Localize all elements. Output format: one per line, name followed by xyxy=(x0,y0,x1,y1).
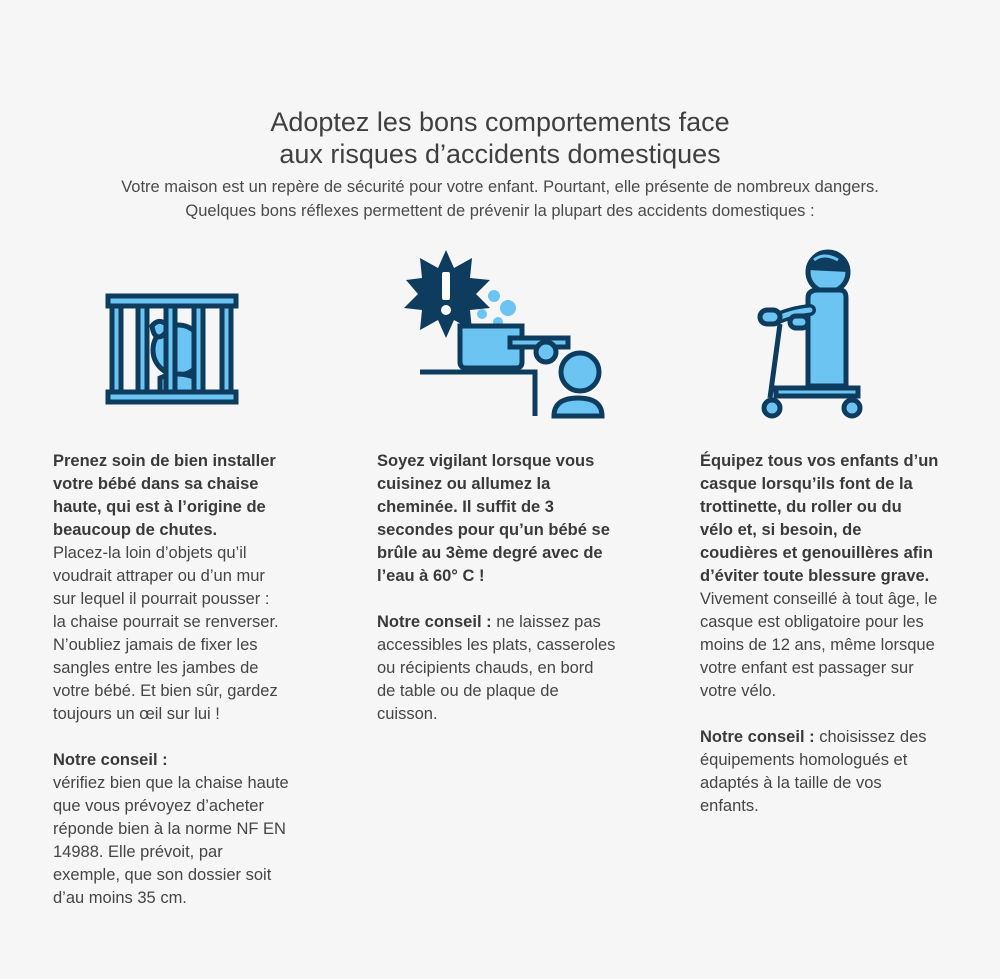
advice-line: vérifiez bien que la chaise haute xyxy=(53,774,289,792)
advice-line: réponde bien à la norme NF EN xyxy=(53,820,286,838)
column-advice xyxy=(53,749,328,910)
advice-line: adaptés à la taille de vos xyxy=(700,774,882,792)
headline-line: Prenez soin de bien installer xyxy=(53,452,276,470)
headline-line: votre bébé dans sa chaise xyxy=(53,475,259,493)
headline-line: Soyez vigilant lorsque vous xyxy=(377,452,595,470)
column-advice xyxy=(700,726,965,818)
advice-label: Notre conseil : xyxy=(700,728,815,746)
headline-line: trottinette, du roller ou du xyxy=(700,498,902,516)
headline-line: cheminée. Il suffit de 3 xyxy=(377,498,554,516)
column-headline xyxy=(53,450,328,542)
headline-line: brûle au 3ème degré avec de xyxy=(377,544,603,562)
advice-line: ne laissez pas xyxy=(491,613,601,631)
headline-line: cuisinez ou allumez la xyxy=(377,475,551,493)
intro-text xyxy=(0,175,1000,223)
intro-line: Quelques bons réflexes permettent de prévenir la plupart des accidents domestiques : xyxy=(185,202,815,220)
headline-line: d’éviter toute blessure grave. xyxy=(700,567,930,585)
headline-line: beaucoup de chutes. xyxy=(53,521,218,539)
body-line: casque est obligatoire pour les xyxy=(700,613,924,631)
intro-line: Votre maison est un repère de sécurité pour votre enfant. Pourtant, elle présente de nombreux dangers. xyxy=(121,178,879,196)
headline-line: coudières et genouillères afin xyxy=(700,544,933,562)
advice-line: exemple, que son dossier soit xyxy=(53,866,272,884)
body-line: votre vélo. xyxy=(700,682,777,700)
advice-line: que vous prévoyez d’acheter xyxy=(53,797,264,815)
body-line: sur lequel il pourrait pousser : xyxy=(53,590,270,608)
body-line: votre enfant est passager sur xyxy=(700,659,914,677)
advice-column-high-chair xyxy=(53,450,328,933)
advice-line: d’au moins 35 cm. xyxy=(53,889,187,907)
column-headline xyxy=(700,450,965,588)
body-line: sangles entre les jambes de xyxy=(53,659,259,677)
body-line: la chaise pourrait se renverser. xyxy=(53,613,279,631)
headline-line: l’eau à 60° C ! xyxy=(377,567,485,585)
advice-column-kitchen xyxy=(377,450,642,749)
advice-line: accessibles les plats, casseroles xyxy=(377,636,616,654)
hot-pot-icon xyxy=(402,246,612,421)
body-line: toujours un œil sur lui ! xyxy=(53,705,220,723)
headline-line: haute, qui est à l’origine de xyxy=(53,498,266,516)
advice-line: 14988. Elle prévoit, par xyxy=(53,843,223,861)
column-intro xyxy=(377,450,642,588)
scooter-child-icon xyxy=(754,248,869,423)
advice-line: cuisson. xyxy=(377,705,438,723)
column-headline xyxy=(377,450,642,588)
page-title xyxy=(0,106,1000,170)
advice-line: ou récipients chauds, en bord xyxy=(377,659,594,677)
advice-line: de table ou de plaque de xyxy=(377,682,559,700)
advice-line: équipements homologués et xyxy=(700,751,908,769)
advice-line: choisissez des xyxy=(814,728,927,746)
title-line: Adoptez les bons comportements face xyxy=(270,107,730,138)
body-line: Vivement conseillé à tout âge, le xyxy=(700,590,938,608)
crib-icon xyxy=(104,290,240,408)
headline-line: casque lorsqu’ils font de la xyxy=(700,475,913,493)
column-intro xyxy=(53,450,328,726)
headline-line: vélo et, si besoin, de xyxy=(700,521,862,539)
column-advice xyxy=(377,611,642,726)
headline-line: secondes pour qu’un bébé se xyxy=(377,521,610,539)
advice-label: Notre conseil : xyxy=(377,613,492,631)
column-intro xyxy=(700,450,965,703)
body-line: Placez-la loin d’objets qu’il xyxy=(53,544,247,562)
advice-label: Notre conseil : xyxy=(53,751,168,769)
body-line: votre bébé. Et bien sûr, gardez xyxy=(53,682,278,700)
body-line: N’oubliez jamais de fixer les xyxy=(53,636,258,654)
body-line: moins de 12 ans, même lorsque xyxy=(700,636,935,654)
headline-line: Équipez tous vos enfants d’un xyxy=(700,452,939,470)
title-line: aux risques d’accidents domestiques xyxy=(279,139,721,170)
advice-line: enfants. xyxy=(700,797,759,815)
body-line: voudrait attraper ou d’un mur xyxy=(53,567,265,585)
advice-column-helmet xyxy=(700,450,965,841)
